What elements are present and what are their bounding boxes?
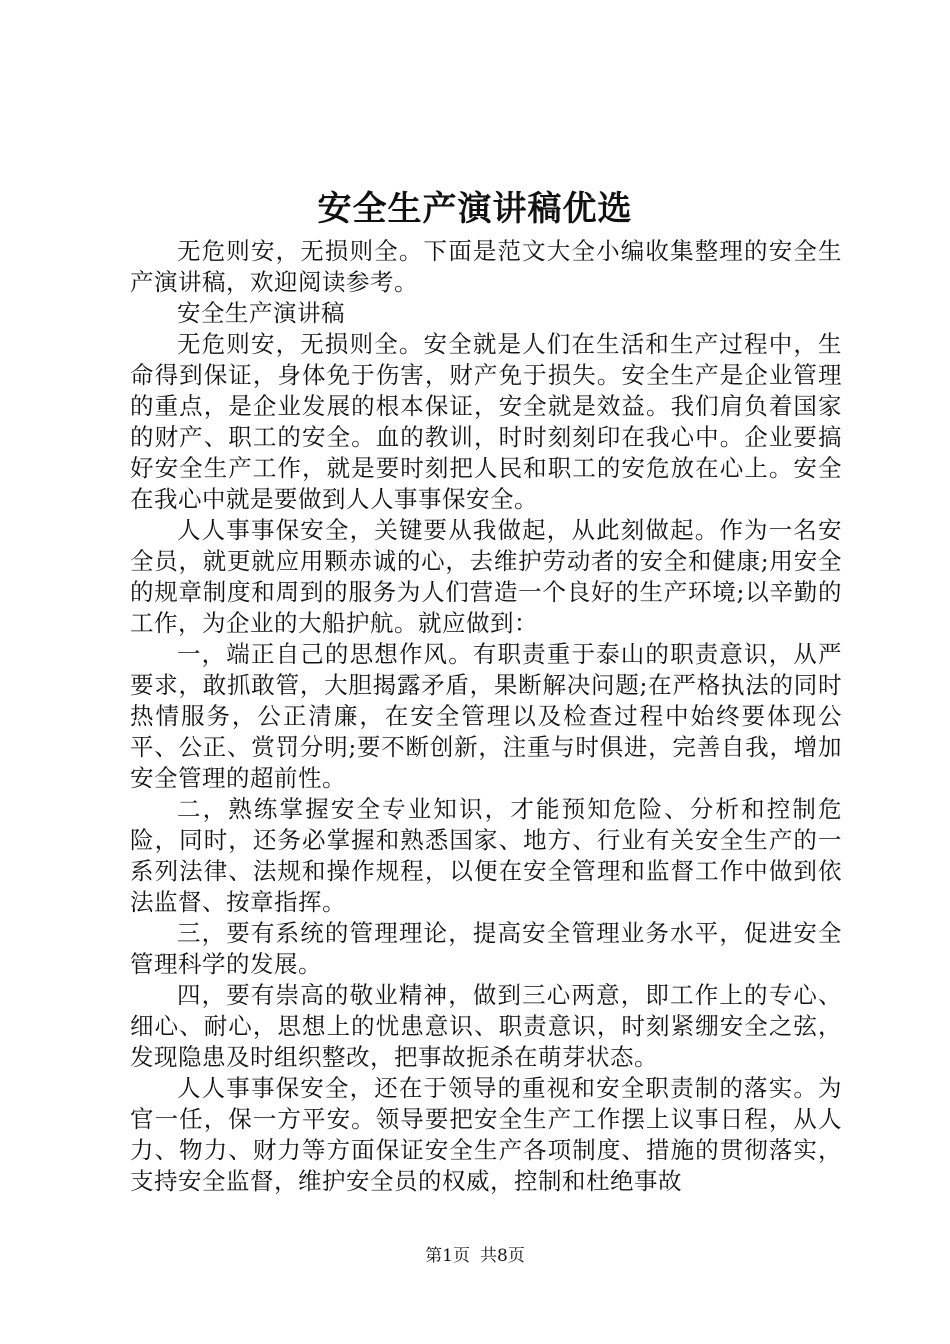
page-total: 共8页 [480, 1246, 525, 1266]
page-footer [0, 1244, 950, 1268]
body-paragraph: 人人事事保安全，关键要从我做起，从此刻做起。作为一名安全员，就更就应用颗赤诚的心，去维护劳动者的安全和健康;用安全的规章制度和周到的服务为人们营造一个良好的生产环境;以辛勤的工作，为企业的大船护航。就应做到： [130, 516, 842, 637]
page-number: 第1页 [425, 1246, 470, 1266]
body-paragraph: 无危则安，无损则全。安全就是人们在生活和生产过程中，生命得到保证，身体免于伤害，财产免于损失。安全生产是企业管理的重点，是企业发展的根本保证，安全就是效益。我们肩负着国家的财产、职工的安全。血的教训，时时刻刻印在我心中。企业要搞好安全生产工作，就是要时刻把人民和职工的安危放在心上。安全在我心中就是要做到人人事事保安全。 [130, 330, 842, 513]
intro-paragraph: 无危则安，无损则全。下面是范文大全小编收集整理的安全生产演讲稿，欢迎阅读参考。 [130, 237, 842, 296]
body-paragraph: 二，熟练掌握安全专业知识，才能预知危险、分析和控制危险，同时，还务必掌握和熟悉国家、地方、行业有关安全生产的一系列法律、法规和操作规程，以便在安全管理和监督工作中做到依法监督、按章指挥。 [130, 795, 842, 916]
body-paragraph: 四，要有崇高的敬业精神，做到三心两意，即工作上的专心、细心、耐心，思想上的忧患意识、职责意识，时刻紧绷安全之弦，发现隐患及时组织整改，把事故扼杀在萌芽状态。 [130, 981, 842, 1071]
body-paragraph: 三，要有系统的管理理论，提高安全管理业务水平，促进安全管理科学的发展。 [130, 919, 842, 978]
document-body [130, 236, 842, 1197]
document-title: 安全生产演讲稿优选 [317, 189, 633, 229]
body-paragraph: 一，端正自己的思想作风。有职责重于泰山的职责意识，从严要求，敢抓敢管，大胆揭露矛盾，果断解决问题;在严格执法的同时热情服务，公正清廉，在安全管理以及检查过程中始终要体现公平、公正、赏罚分明;要不断创新，注重与时俱进，完善自我，增加安全管理的超前性。 [130, 640, 842, 792]
body-paragraph: 人人事事保安全，还在于领导的重视和安全职责制的落实。为官一任，保一方平安。领导要把安全生产工作摆上议事日程，从人力、物力、财力等方面保证安全生产各项制度、措施的贯彻落实，支持安全监督，维护安全员的权威，控制和杜绝事故 [130, 1074, 842, 1195]
subheading-paragraph: 安全生产演讲稿 [177, 299, 345, 327]
